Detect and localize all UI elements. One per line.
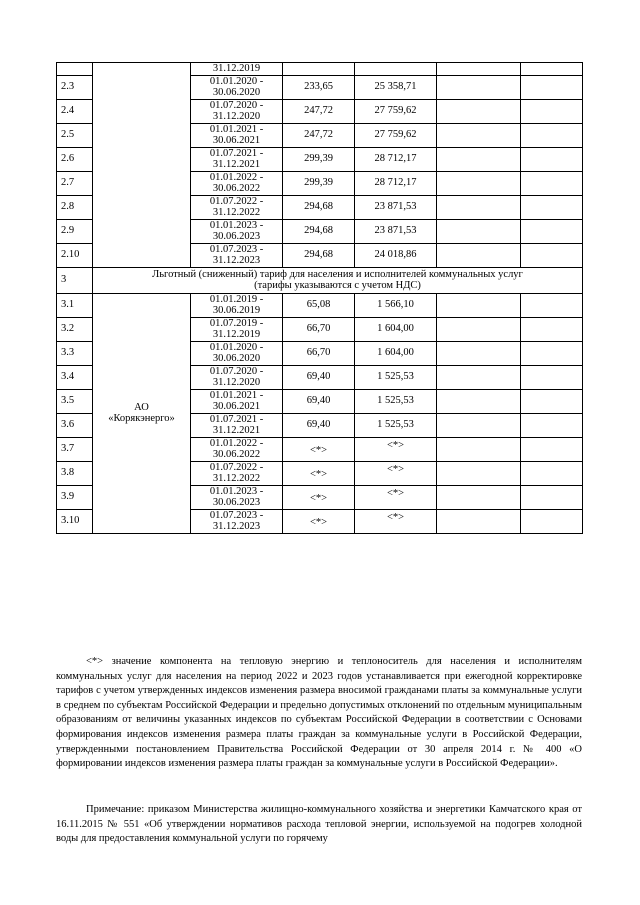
tariff-cell: 65,08: [283, 293, 355, 317]
period-cell: [191, 75, 283, 99]
row-number: 3.2: [57, 317, 93, 341]
period-line: 01.01.2022 -: [209, 437, 264, 449]
period-line: 31.12.2019: [212, 329, 261, 340]
section-header-row: [57, 267, 583, 293]
period-line: 01.01.2022 -: [209, 171, 264, 183]
value-cell: <*>: [355, 485, 437, 509]
empty-cell: [521, 293, 583, 317]
period-cell: [191, 293, 283, 317]
tariff-cell: 299,39: [283, 171, 355, 195]
tariff-cell: 294,68: [283, 243, 355, 267]
empty-cell: [521, 147, 583, 171]
period-line: 01.07.2019 -: [209, 317, 264, 329]
empty-cell: [437, 147, 521, 171]
row-number: 2.10: [57, 243, 93, 267]
tariff-cell: 294,68: [283, 195, 355, 219]
empty-cell: [521, 195, 583, 219]
value-cell: 23 871,53: [355, 219, 437, 243]
period-line: 31.12.2021: [212, 159, 261, 170]
row-number: 3.4: [57, 365, 93, 389]
tariff-cell: 69,40: [283, 365, 355, 389]
empty-cell: [521, 123, 583, 147]
period-line: 01.07.2020 -: [209, 99, 264, 111]
period-line: 31.12.2020: [212, 377, 261, 388]
period-line: 30.06.2021: [212, 135, 261, 146]
empty-cell: [521, 365, 583, 389]
period-cell: [191, 509, 283, 533]
period-line: 01.01.2021 -: [209, 123, 264, 135]
period-cell: [191, 123, 283, 147]
period-line: 01.07.2021 -: [209, 413, 264, 425]
period-line: 01.07.2022 -: [209, 461, 264, 473]
tariff-cell: 66,70: [283, 341, 355, 365]
period-line: 01.07.2020 -: [209, 365, 264, 377]
tariff-cell: 294,68: [283, 219, 355, 243]
row-number: 3.7: [57, 437, 93, 461]
period-cell: [191, 195, 283, 219]
tariff-cell: 247,72: [283, 123, 355, 147]
value-cell: 23 871,53: [355, 195, 437, 219]
tariff-cell: 66,70: [283, 317, 355, 341]
period-line: 01.01.2023 -: [209, 219, 264, 231]
empty-cell: [437, 509, 521, 533]
empty-cell: [521, 219, 583, 243]
empty-cell: [437, 389, 521, 413]
empty-cell: [521, 171, 583, 195]
period-line: 30.06.2020: [212, 87, 261, 98]
empty-cell: [521, 341, 583, 365]
row-number: 2.3: [57, 75, 93, 99]
period-line: 30.06.2023: [212, 231, 261, 242]
value-cell: 27 759,62: [355, 123, 437, 147]
remark-text: Примечание: приказом Министерства жилищно-коммунального хозяйства и энергетики Камчатского края от 16.11.2015 № 551 «Об утверждении нормативов расхода тепловой энергии, используемой на подогрев холодной воды для предоставления коммунальной услуги по горячему: [56, 804, 582, 845]
organization-cell: [93, 293, 191, 533]
value-cell: 27 759,62: [355, 99, 437, 123]
period-line: 31.12.2021: [212, 425, 261, 436]
value-cell: 28 712,17: [355, 171, 437, 195]
empty-cell: [437, 219, 521, 243]
period-cell: [191, 485, 283, 509]
period-cell: [191, 243, 283, 267]
empty-cell: [437, 63, 521, 76]
empty-cell: [521, 99, 583, 123]
tariff-cell: <*>: [283, 485, 355, 509]
empty-cell: [437, 413, 521, 437]
period-line: 31.12.2023: [212, 255, 261, 266]
row-number: 2.7: [57, 171, 93, 195]
value-cell: 1 525,53: [355, 413, 437, 437]
period-line: 31.12.2020: [212, 111, 261, 122]
empty-cell: [521, 461, 583, 485]
period-line: 30.06.2022: [212, 183, 261, 194]
empty-cell: [437, 243, 521, 267]
value-cell: 25 358,71: [355, 75, 437, 99]
period-cell: [191, 437, 283, 461]
tariff-cell: <*>: [283, 509, 355, 533]
value-cell: 28 712,17: [355, 147, 437, 171]
period-cell: [191, 365, 283, 389]
footnote-mark: <*>: [86, 656, 104, 667]
period-cell: [191, 99, 283, 123]
organization-line: АО: [134, 401, 149, 413]
row-number: 3.6: [57, 413, 93, 437]
empty-cell: [437, 317, 521, 341]
empty-cell: [521, 509, 583, 533]
period-cell: [191, 413, 283, 437]
value-cell: 1 604,00: [355, 341, 437, 365]
section-number: 3: [57, 267, 93, 293]
tariff-cell: 299,39: [283, 147, 355, 171]
empty-cell: [437, 293, 521, 317]
period-cell: [191, 147, 283, 171]
empty-cell: [437, 171, 521, 195]
empty-cell: [521, 437, 583, 461]
value-cell: 1 525,53: [355, 365, 437, 389]
period-line: 01.07.2021 -: [209, 147, 264, 159]
empty-cell: [437, 365, 521, 389]
empty-cell: [437, 341, 521, 365]
value-cell: <*>: [355, 461, 437, 485]
period-line: 30.06.2022: [212, 449, 261, 460]
row-number: 3.5: [57, 389, 93, 413]
row-number: 3.10: [57, 509, 93, 533]
row-number: [57, 63, 93, 76]
section-title-line: Льготный (сниженный) тариф для населения и исполнителей коммунальных услуг: [152, 268, 523, 280]
empty-cell: [437, 485, 521, 509]
table-row: [57, 293, 583, 317]
period-line: 01.07.2022 -: [209, 195, 264, 207]
tariff-cell: <*>: [283, 437, 355, 461]
period-line: 01.01.2019 -: [209, 293, 264, 305]
period-line: 31.12.2022: [212, 473, 261, 484]
empty-cell: [437, 123, 521, 147]
value-cell: 1 525,53: [355, 389, 437, 413]
period-line: 01.07.2023 -: [209, 509, 264, 521]
period-line: 30.06.2019: [212, 305, 261, 316]
row-number: 3.1: [57, 293, 93, 317]
period-line: 30.06.2021: [212, 401, 261, 412]
period-cell: [191, 341, 283, 365]
period-line: 01.01.2020 -: [209, 341, 264, 353]
tariff-cell: <*>: [283, 461, 355, 485]
value-cell: <*>: [355, 509, 437, 533]
row-number: 2.8: [57, 195, 93, 219]
tariff-cell: 247,72: [283, 99, 355, 123]
period-line: 30.06.2023: [212, 497, 261, 508]
period-line: 01.01.2020 -: [209, 75, 264, 87]
period-cell: [191, 389, 283, 413]
period-cell: [191, 171, 283, 195]
row-number: 2.5: [57, 123, 93, 147]
period-cell: [191, 461, 283, 485]
value-cell: 1 566,10: [355, 293, 437, 317]
tariff-cell: 69,40: [283, 389, 355, 413]
period-cell: [191, 317, 283, 341]
tariff-cell: 69,40: [283, 413, 355, 437]
empty-cell: [521, 389, 583, 413]
period-line: 31.12.2022: [212, 207, 261, 218]
period-line: 01.07.2023 -: [209, 243, 264, 255]
period-cell: [191, 63, 283, 76]
row-number: 2.9: [57, 219, 93, 243]
row-number: 3.3: [57, 341, 93, 365]
period-line: 30.06.2020: [212, 353, 261, 364]
row-number: 3.8: [57, 461, 93, 485]
empty-cell: [521, 485, 583, 509]
value-cell: 24 018,86: [355, 243, 437, 267]
organization-cell: [93, 63, 191, 268]
footnote: [56, 655, 582, 772]
section-title-line: (тарифы указываются с учетом НДС): [254, 280, 421, 291]
period-cell: [191, 219, 283, 243]
row-number: 2.6: [57, 147, 93, 171]
empty-cell: [437, 99, 521, 123]
empty-cell: [521, 413, 583, 437]
empty-cell: [437, 195, 521, 219]
tariff-cell: 233,65: [283, 75, 355, 99]
value-cell: <*>: [355, 437, 437, 461]
period-line: 31.12.2019: [212, 63, 261, 74]
empty-cell: [521, 243, 583, 267]
empty-cell: [437, 437, 521, 461]
period-line: 01.01.2021 -: [209, 389, 264, 401]
empty-cell: [437, 461, 521, 485]
period-line: 31.12.2023: [212, 521, 261, 532]
row-number: 2.4: [57, 99, 93, 123]
empty-cell: [521, 75, 583, 99]
tariff-table: [56, 62, 583, 534]
empty-cell: [437, 75, 521, 99]
value-cell: 1 604,00: [355, 317, 437, 341]
empty-cell: [521, 63, 583, 76]
period-line: 01.01.2023 -: [209, 485, 264, 497]
remark-paragraph: [56, 803, 582, 847]
value-cell: [355, 63, 437, 76]
section-title: [93, 267, 583, 293]
table-row: [57, 63, 583, 76]
organization-line: «Корякэнерго»: [108, 413, 175, 424]
empty-cell: [521, 317, 583, 341]
tariff-cell: [283, 63, 355, 76]
footnote-text: значение компонента на тепловую энергию и теплоноситель для населения и исполнителям коммунальных услуг для населения на период 2022 и 2023 годов устанавливается при ежегодной корректировке тарифов с учетом утвержденных индексов изменения размера вносимой гражданами платы за коммунальные услуги в среднем по субъектам Российской Федерации и предельно допустимых отклонений по отдельным муниципальным образованиям от величины указанных индексов по субъектам Российской Федерации в соответствии с Основами формирования индексов изменения размера платы граждан за коммунальные услуги в Российской Федерации, утвержденными постановлением Правительства Российской Федерации от 30 апреля 2014 г. № 400 «О формировании индексов изменения размера платы граждан за коммунальные услуги в Российской Федерации».: [56, 656, 582, 770]
table-body: [57, 63, 583, 534]
row-number: 3.9: [57, 485, 93, 509]
